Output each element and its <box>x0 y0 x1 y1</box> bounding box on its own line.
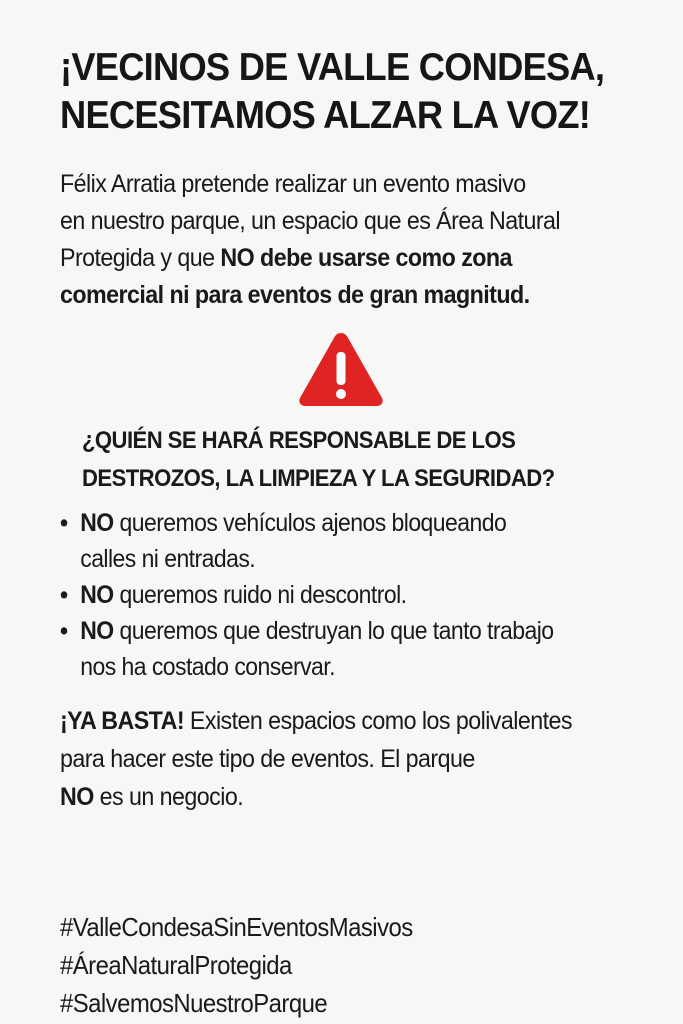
intro-line-2: en nuestro parque, un espacio que es Área Natural <box>60 207 561 235</box>
list-item-bold: NO <box>80 617 114 645</box>
list-item-text: queremos ruido ni descontrol. <box>113 581 407 609</box>
closing-paragraph <box>60 702 618 816</box>
bullet-marker: • <box>60 581 68 609</box>
question-heading <box>82 422 616 498</box>
closing-line-3-text: es un negocio. <box>93 783 244 811</box>
list-item-line-1 <box>80 613 612 649</box>
closing-line-1 <box>60 702 618 740</box>
closing-line-2: para hacer este tipo de eventos. El parque <box>60 745 475 773</box>
headline-line-2: NECESITAMOS ALZAR LA VOZ! <box>60 94 591 137</box>
intro-line-3-bold: NO debe usarse como zona <box>220 244 512 272</box>
bullet-marker: • <box>60 509 68 537</box>
list-item <box>60 505 612 577</box>
intro-line-4: comercial ni para eventos de gran magnitud. <box>60 281 530 309</box>
list-item-text: queremos que destruyan lo que tanto trabajo <box>113 617 554 645</box>
intro-line-3-text: Protegida y que <box>60 244 221 272</box>
hashtag: #SalvemosNuestroParque <box>60 988 328 1018</box>
list-item-bold: NO <box>80 581 114 609</box>
hashtag: #ValleCondesaSinEventosMasivos <box>60 912 413 942</box>
headline <box>60 44 618 140</box>
closing-line-1-text: Existen espacios como los polivalentes <box>184 707 572 735</box>
demands-list <box>60 505 612 685</box>
closing-line-3 <box>60 778 618 816</box>
intro-line-1: Félix Arratia pretende realizar un evento masivo <box>60 170 526 198</box>
intro-paragraph <box>60 166 618 314</box>
list-item-line-1 <box>80 577 612 613</box>
bullet-marker: • <box>60 617 68 645</box>
question-line-1: ¿QUIÉN SE HARÁ RESPONSABLE DE LOS <box>82 427 516 454</box>
hashtag: #ÁreaNaturalProtegida <box>60 950 292 980</box>
list-item <box>60 613 612 685</box>
hashtag-list <box>60 908 612 1022</box>
list-item-text: queremos vehículos ajenos bloqueando <box>113 509 507 537</box>
list-item-line-2: calles ni entradas. <box>80 545 256 573</box>
list-item-line-1 <box>80 505 612 541</box>
list-item <box>60 577 612 613</box>
closing-bold-no: NO <box>60 783 94 811</box>
list-item-bold: NO <box>80 509 114 537</box>
intro-line-3 <box>60 240 618 277</box>
list-item-line-2: nos ha costado conservar. <box>80 653 335 681</box>
headline-line-1: ¡VECINOS DE VALLE CONDESA, <box>60 46 605 89</box>
warning-triangle-icon <box>297 330 385 408</box>
closing-bold-basta: ¡YA BASTA! <box>60 707 185 735</box>
question-line-2: DESTROZOS, LA LIMPIEZA Y LA SEGURIDAD? <box>82 465 555 492</box>
